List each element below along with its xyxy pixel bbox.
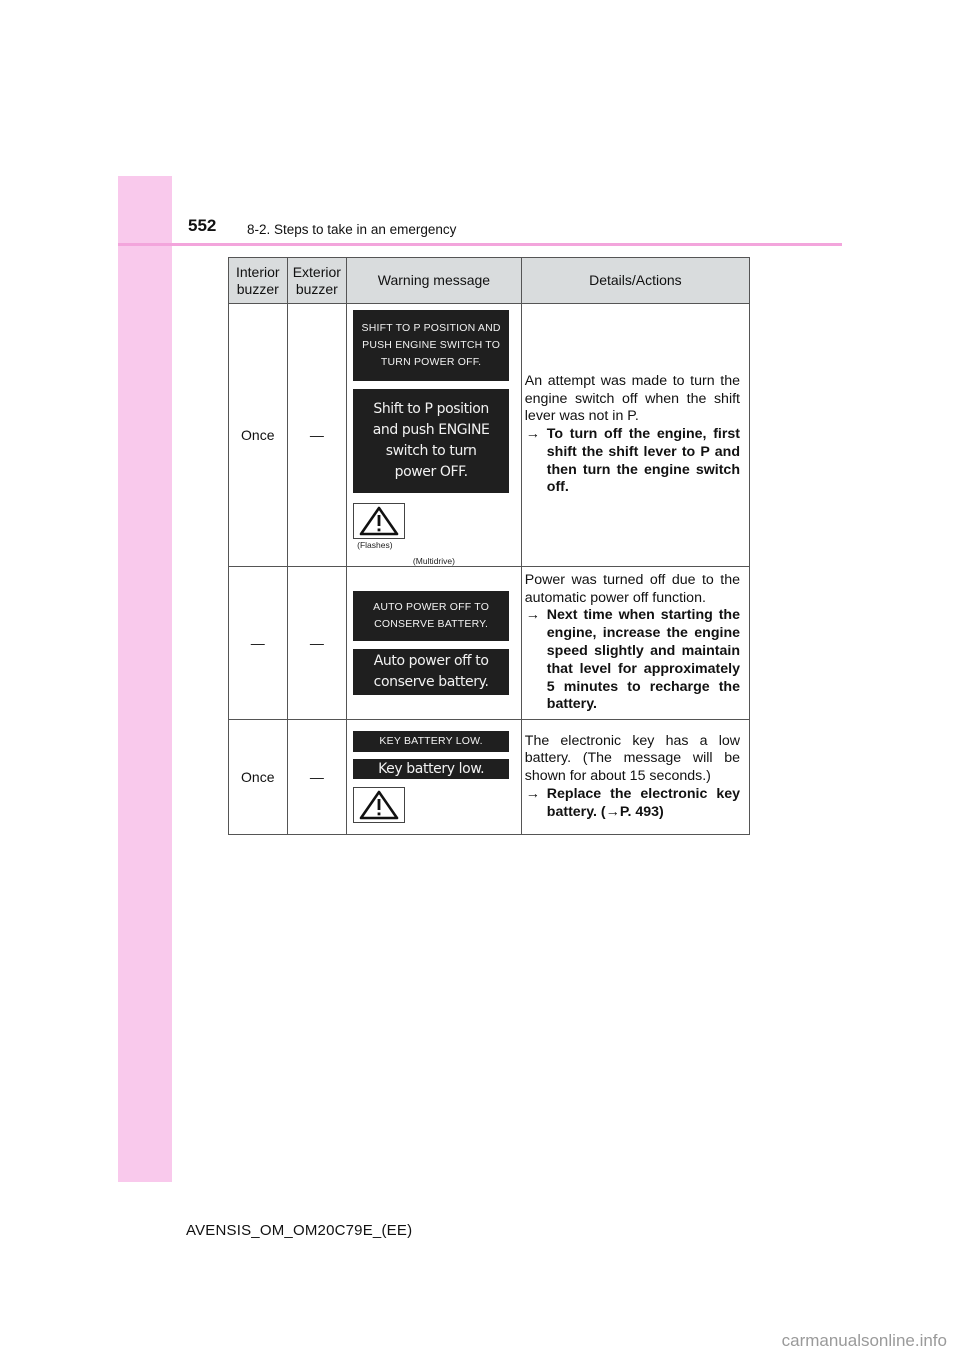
action-item: [525, 426, 740, 497]
details-text: An attempt was made to turn the engine switch off when the shift lever was not in P.: [524, 372, 740, 425]
multidrive-caption: (Multidrive): [412, 556, 455, 566]
display-caps-text: KEY BATTERY LOW.: [379, 735, 483, 747]
warning-message-cell: [347, 567, 522, 720]
display-multi-text: Auto power off to conserve battery.: [373, 653, 489, 690]
table-row: [229, 720, 750, 835]
col-exterior-buzzer: Exterior buzzer: [287, 258, 347, 304]
warning-message-cell: [347, 720, 522, 835]
action-text: Replace the electronic key battery. (→P. 493): [546, 785, 740, 820]
col-details-actions: Details/Actions: [521, 258, 749, 304]
display-multi-message: [353, 759, 509, 779]
warning-triangle-icon: [353, 503, 405, 539]
warning-message-cell: [347, 304, 522, 567]
display-caps-message: [353, 591, 509, 641]
action-text: Next time when starting the engine, increase the engine speed slightly and maintain that level for approximately 5 minutes to recharge the battery.: [546, 607, 740, 713]
page-number: 552: [188, 216, 217, 235]
display-multi-message: [353, 389, 509, 493]
display-caps-message: [353, 310, 509, 381]
arrow-icon: →: [525, 426, 540, 443]
flashes-caption: (Flashes): [357, 540, 393, 550]
details-cell: [521, 304, 749, 567]
display-multi-message: [353, 649, 509, 695]
col-interior-buzzer: Interior buzzer: [229, 258, 288, 304]
warning-table: [228, 257, 750, 835]
display-caps-text: AUTO POWER OFF TO CONSERVE BATTERY.: [373, 601, 490, 630]
arrow-icon: →: [525, 785, 540, 802]
exterior-buzzer-cell: —: [287, 720, 347, 835]
details-cell: [521, 720, 749, 835]
display-caps-text: SHIFT TO P POSITION AND PUSH ENGINE SWITCH TO TURN POWER OFF.: [361, 322, 501, 368]
display-multi-text: Shift to P position and push ENGINE switch to turn power OFF.: [372, 401, 490, 480]
document-code: AVENSIS_OM_OM20C79E_(EE): [186, 1222, 413, 1239]
col-warning-message: Warning message: [347, 258, 522, 304]
action-item: [525, 786, 740, 822]
interior-buzzer-cell: —: [229, 567, 288, 720]
interior-buzzer-cell: Once: [229, 720, 288, 835]
table-row: [229, 567, 750, 720]
side-strip: [118, 176, 172, 1182]
action-item: [525, 607, 740, 714]
interior-buzzer-cell: Once: [229, 304, 288, 567]
details-text: Power was turned off due to the automatic power off function.: [524, 571, 740, 606]
exterior-buzzer-cell: —: [287, 304, 347, 567]
arrow-icon: →: [525, 607, 540, 624]
display-multi-text: Key battery low.: [378, 761, 485, 777]
warning-triangle-icon: [353, 787, 405, 823]
details-text: The electronic key has a low battery. (The message will be shown for about 15 seconds.): [524, 732, 740, 785]
watermark-link[interactable]: carmanualsonline.info: [781, 1331, 947, 1350]
section-title: 8-2. Steps to take in an emergency: [247, 222, 457, 237]
action-text: To turn off the engine, first shift the shift lever to P and then turn the engine switch off.: [546, 426, 740, 496]
header-rule: [118, 243, 842, 246]
details-cell: [521, 567, 749, 720]
display-caps-message: [353, 731, 509, 752]
exterior-buzzer-cell: —: [287, 567, 347, 720]
table-header-row: [229, 258, 750, 304]
table-row: [229, 304, 750, 567]
